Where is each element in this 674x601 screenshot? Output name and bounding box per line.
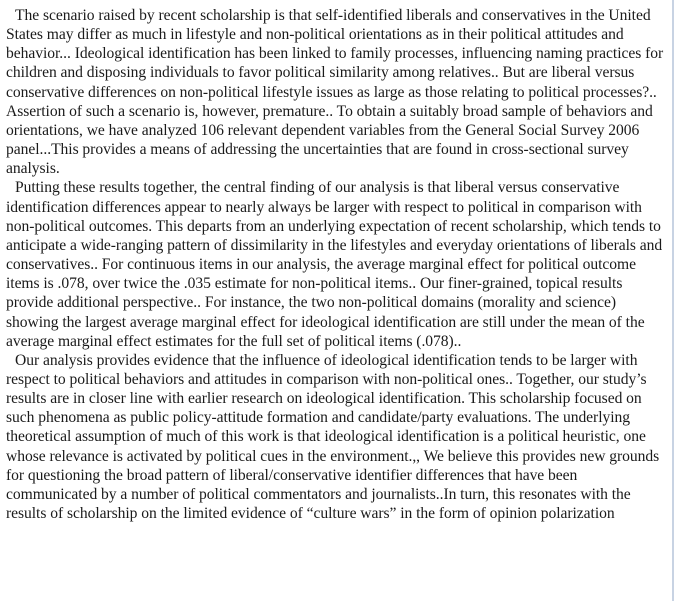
paragraph-scenario: The scenario raised by recent scholarship is that self-identified liberals and conservatives in the United States may differ as much in lifestyle and non-political orientations as in their political attitudes and behavior... Ideological identification has been linked to family processes, influencing naming practices for children and disposing individuals to favor political similarity among relatives.. But are liberal versus conservative differences on non-political lifestyle issues as large as those relating to political processes?.. Assertion of such a scenario is, however, premature.. To obtain a suitably broad sample of behaviors and orientations, we have analyzed 106 relevant dependent variables from the General Social Survey 2006 panel...This provides a means of addressing the uncertainties that are found in cross-sectional survey analysis. — [6, 7, 664, 178]
paragraph-conclusion: Our analysis provides evidence that the influence of ideological identification tends to be larger with respect to political behaviors and attitudes in comparison with non-political ones.. Together, our study’s results are in closer line with earlier research on ideological identification. This scholarship focused on such phenomena as public policy-attitude formation and candidate/party evaluations. The underlying theoretical assumption of much of this work is that ideological identification is a political heuristic, one whose relevance is activated by political cues in the environment.,, We believe this provides new grounds for questioning the broad pattern of liberal/conservative identifier differences that have been communicated by a number of political commentators and journalists..In turn, this resonates with the results of scholarship on the limited evidence of “culture wars” in the form of opinion polarization — [6, 351, 660, 523]
document-text-body — [6, 6, 670, 523]
paragraph-results: Putting these results together, the central finding of our analysis is that liberal versus conservative identification differences appear to nearly always be larger with respect to political in comparison with non-political outcomes. This departs from an underlying expectation of recent scholarship, which tends to anticipate a wide-ranging pattern of dissimilarity in the lifestyles and everyday orientations of liberals and conservatives.. For continuous items in our analysis, the average marginal effect for political outcome items is .078, over twice the .035 estimate for non-political items.. Our finer-grained, topical results provide additional perspective.. For instance, the two non-political domains (morality and science) showing the largest average marginal effect for ideological identification are still under the mean of the average marginal effect estimates for the full set of political items (.078).. — [6, 179, 663, 350]
